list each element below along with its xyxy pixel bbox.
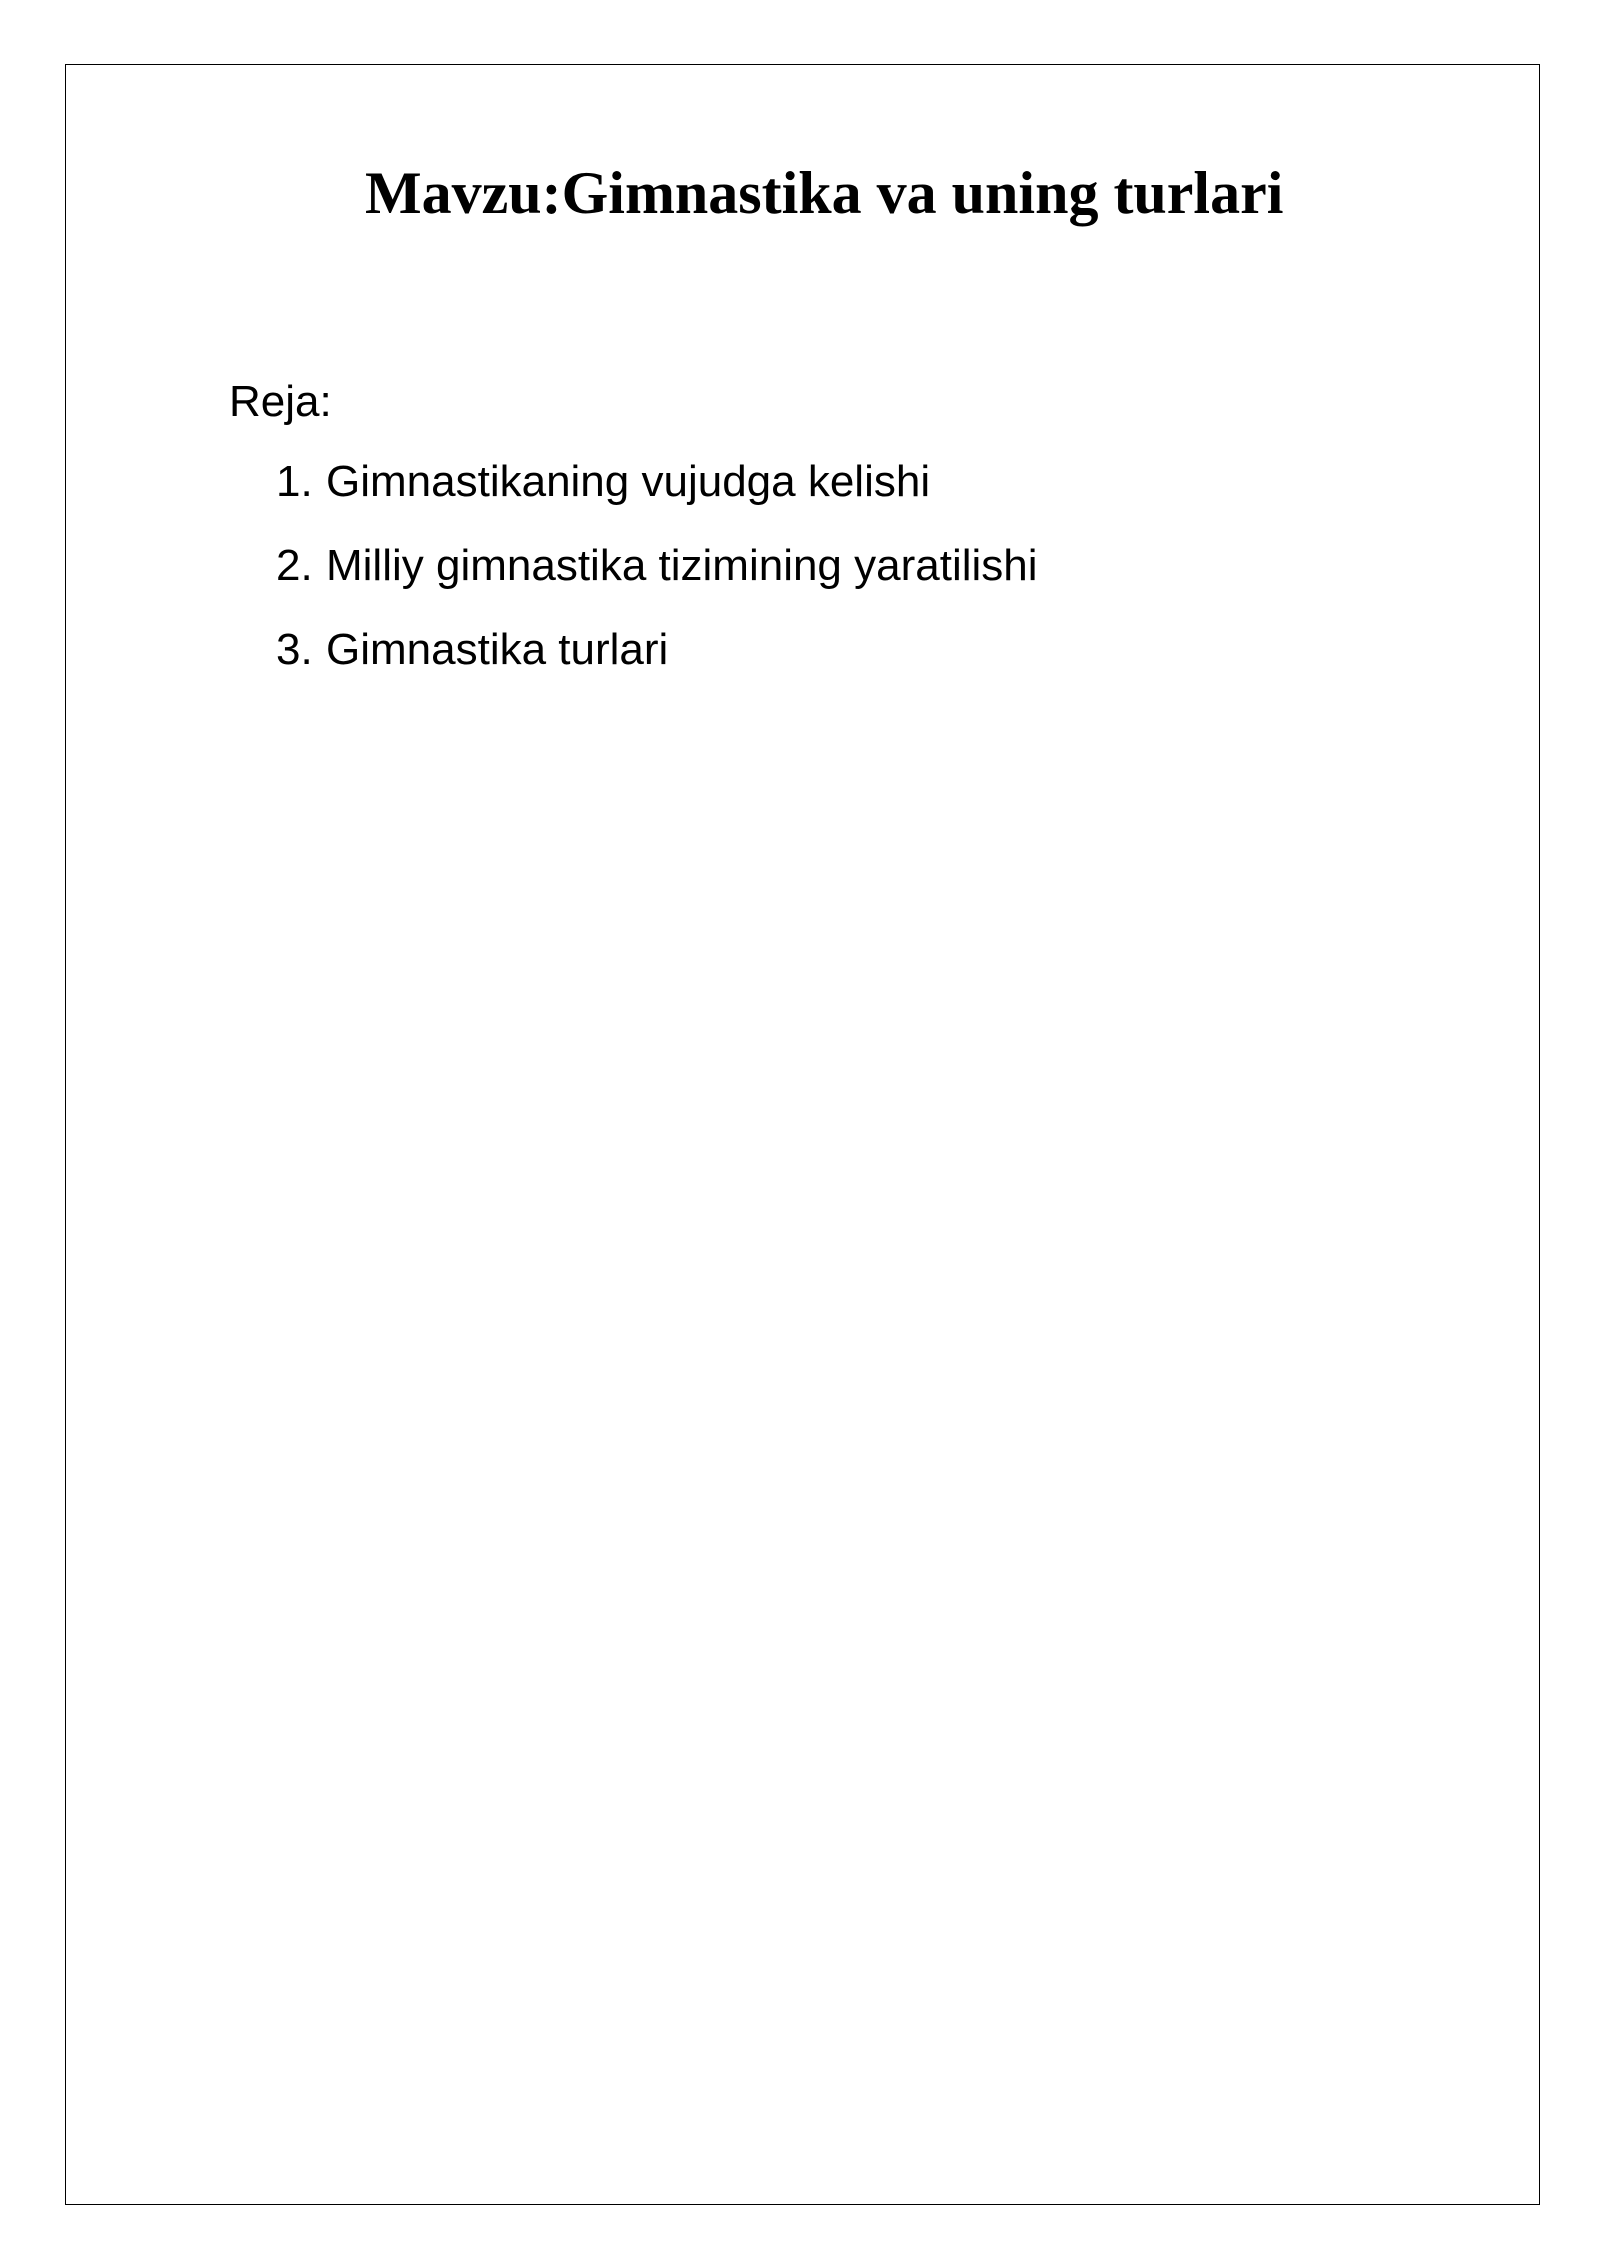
document-title: Mavzu:Gimnastika va uning turlari — [365, 160, 1284, 226]
plan-item-number: 3. — [276, 625, 313, 674]
plan-label: Reja: — [229, 377, 332, 426]
plan-item-text: Gimnastika turlari — [326, 625, 669, 674]
plan-item-number: 2. — [276, 541, 313, 590]
plan-item-number: 1. — [276, 457, 313, 506]
plan-item-text: Milliy gimnastika tizimining yaratilishi — [326, 541, 1038, 590]
plan-item-text: Gimnastikaning vujudga kelishi — [326, 457, 931, 506]
